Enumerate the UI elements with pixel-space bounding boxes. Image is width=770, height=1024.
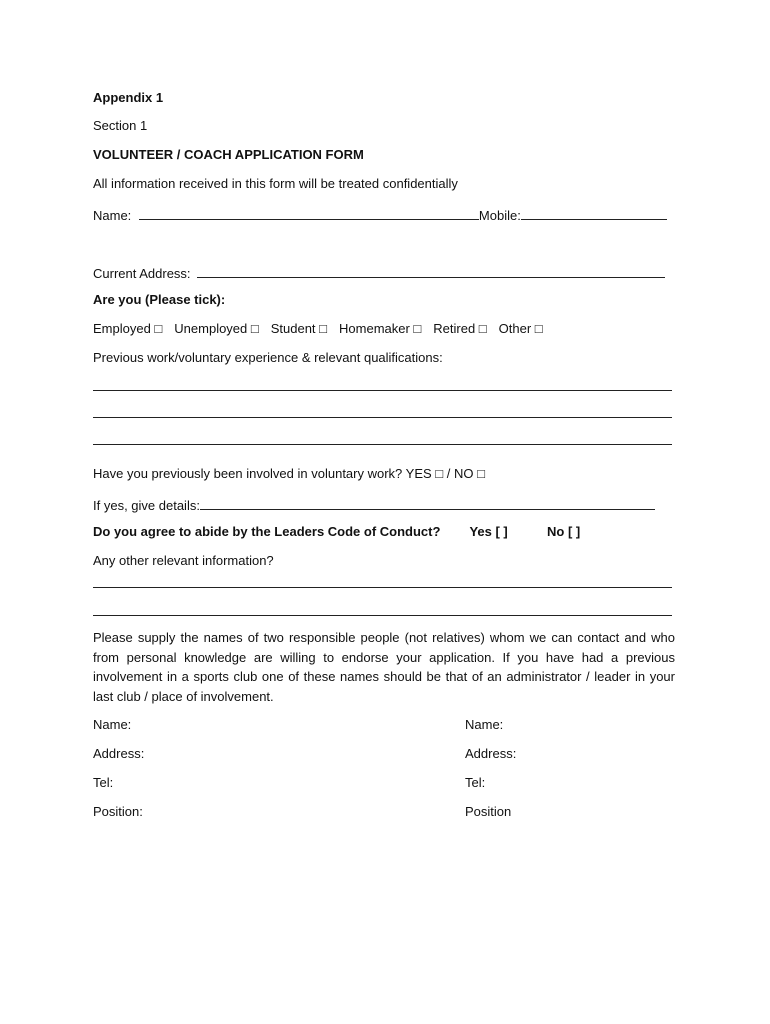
code-of-conduct-row xyxy=(93,524,580,540)
mobile-label: Mobile: xyxy=(478,208,521,223)
status-retired-checkbox[interactable]: Retired □ xyxy=(433,321,487,336)
ref2-position-label: Position xyxy=(465,804,512,819)
appendix-label: Appendix 1 xyxy=(93,90,164,105)
current-address-field[interactable] xyxy=(197,263,665,278)
confidential-notice: All information received in this form will be treated confidentially xyxy=(93,176,458,191)
other-info-line-1[interactable] xyxy=(93,587,672,588)
ref1-address-label: Address: xyxy=(93,746,145,761)
code-no-checkbox[interactable]: No [ ] xyxy=(547,524,581,539)
references-intro: Please supply the names of two responsible people (not relatives) whom we can contact and who from personal knowledge are willing to endorse your application. If you have had a previous involvement in a sports club one of these names should be that of an administrator / leader in your last club / place of involvement. xyxy=(93,630,675,704)
are-you-label: Are you (Please tick): xyxy=(93,292,226,307)
voluntary-work-question[interactable]: Have you previously been involved in voluntary work? YES □ / NO □ xyxy=(93,466,485,481)
current-address-label: Current Address: xyxy=(93,266,191,281)
status-student-checkbox[interactable]: Student □ xyxy=(270,321,328,336)
code-of-conduct-question: Do you agree to abide by the Leaders Code of Conduct? xyxy=(93,524,441,539)
form-title: VOLUNTEER / COACH APPLICATION FORM xyxy=(93,147,364,162)
status-homemaker-checkbox[interactable]: Homemaker □ xyxy=(339,321,422,336)
address-row xyxy=(93,263,665,282)
status-unemployed-checkbox[interactable]: Unemployed □ xyxy=(174,321,259,336)
details-field[interactable] xyxy=(200,495,655,510)
status-options xyxy=(93,321,543,337)
ref2-address-label: Address: xyxy=(465,746,517,761)
ref1-tel-label: Tel: xyxy=(93,775,114,790)
experience-line-2[interactable] xyxy=(93,417,672,418)
other-info-line-2[interactable] xyxy=(93,615,672,616)
mobile-field[interactable] xyxy=(521,205,667,220)
ref1-position-label: Position: xyxy=(93,804,143,819)
name-field[interactable] xyxy=(139,205,479,220)
status-other-checkbox[interactable]: Other □ xyxy=(498,321,543,336)
name-label: Name: xyxy=(93,208,132,223)
code-yes-checkbox[interactable]: Yes [ ] xyxy=(469,524,508,539)
experience-line-3[interactable] xyxy=(93,444,672,445)
status-employed-checkbox[interactable]: Employed □ xyxy=(93,321,163,336)
other-info-label: Any other relevant information? xyxy=(93,553,274,568)
name-mobile-row xyxy=(93,205,667,224)
ref2-name-label: Name: xyxy=(465,717,504,732)
experience-line-1[interactable] xyxy=(93,390,672,391)
ref2-tel-label: Tel: xyxy=(465,775,486,790)
details-label: If yes, give details: xyxy=(93,498,200,513)
ref1-name-label: Name: xyxy=(93,717,132,732)
experience-label: Previous work/voluntary experience & relevant qualifications: xyxy=(93,350,443,365)
details-row xyxy=(93,495,655,514)
section-label: Section 1 xyxy=(93,118,148,133)
